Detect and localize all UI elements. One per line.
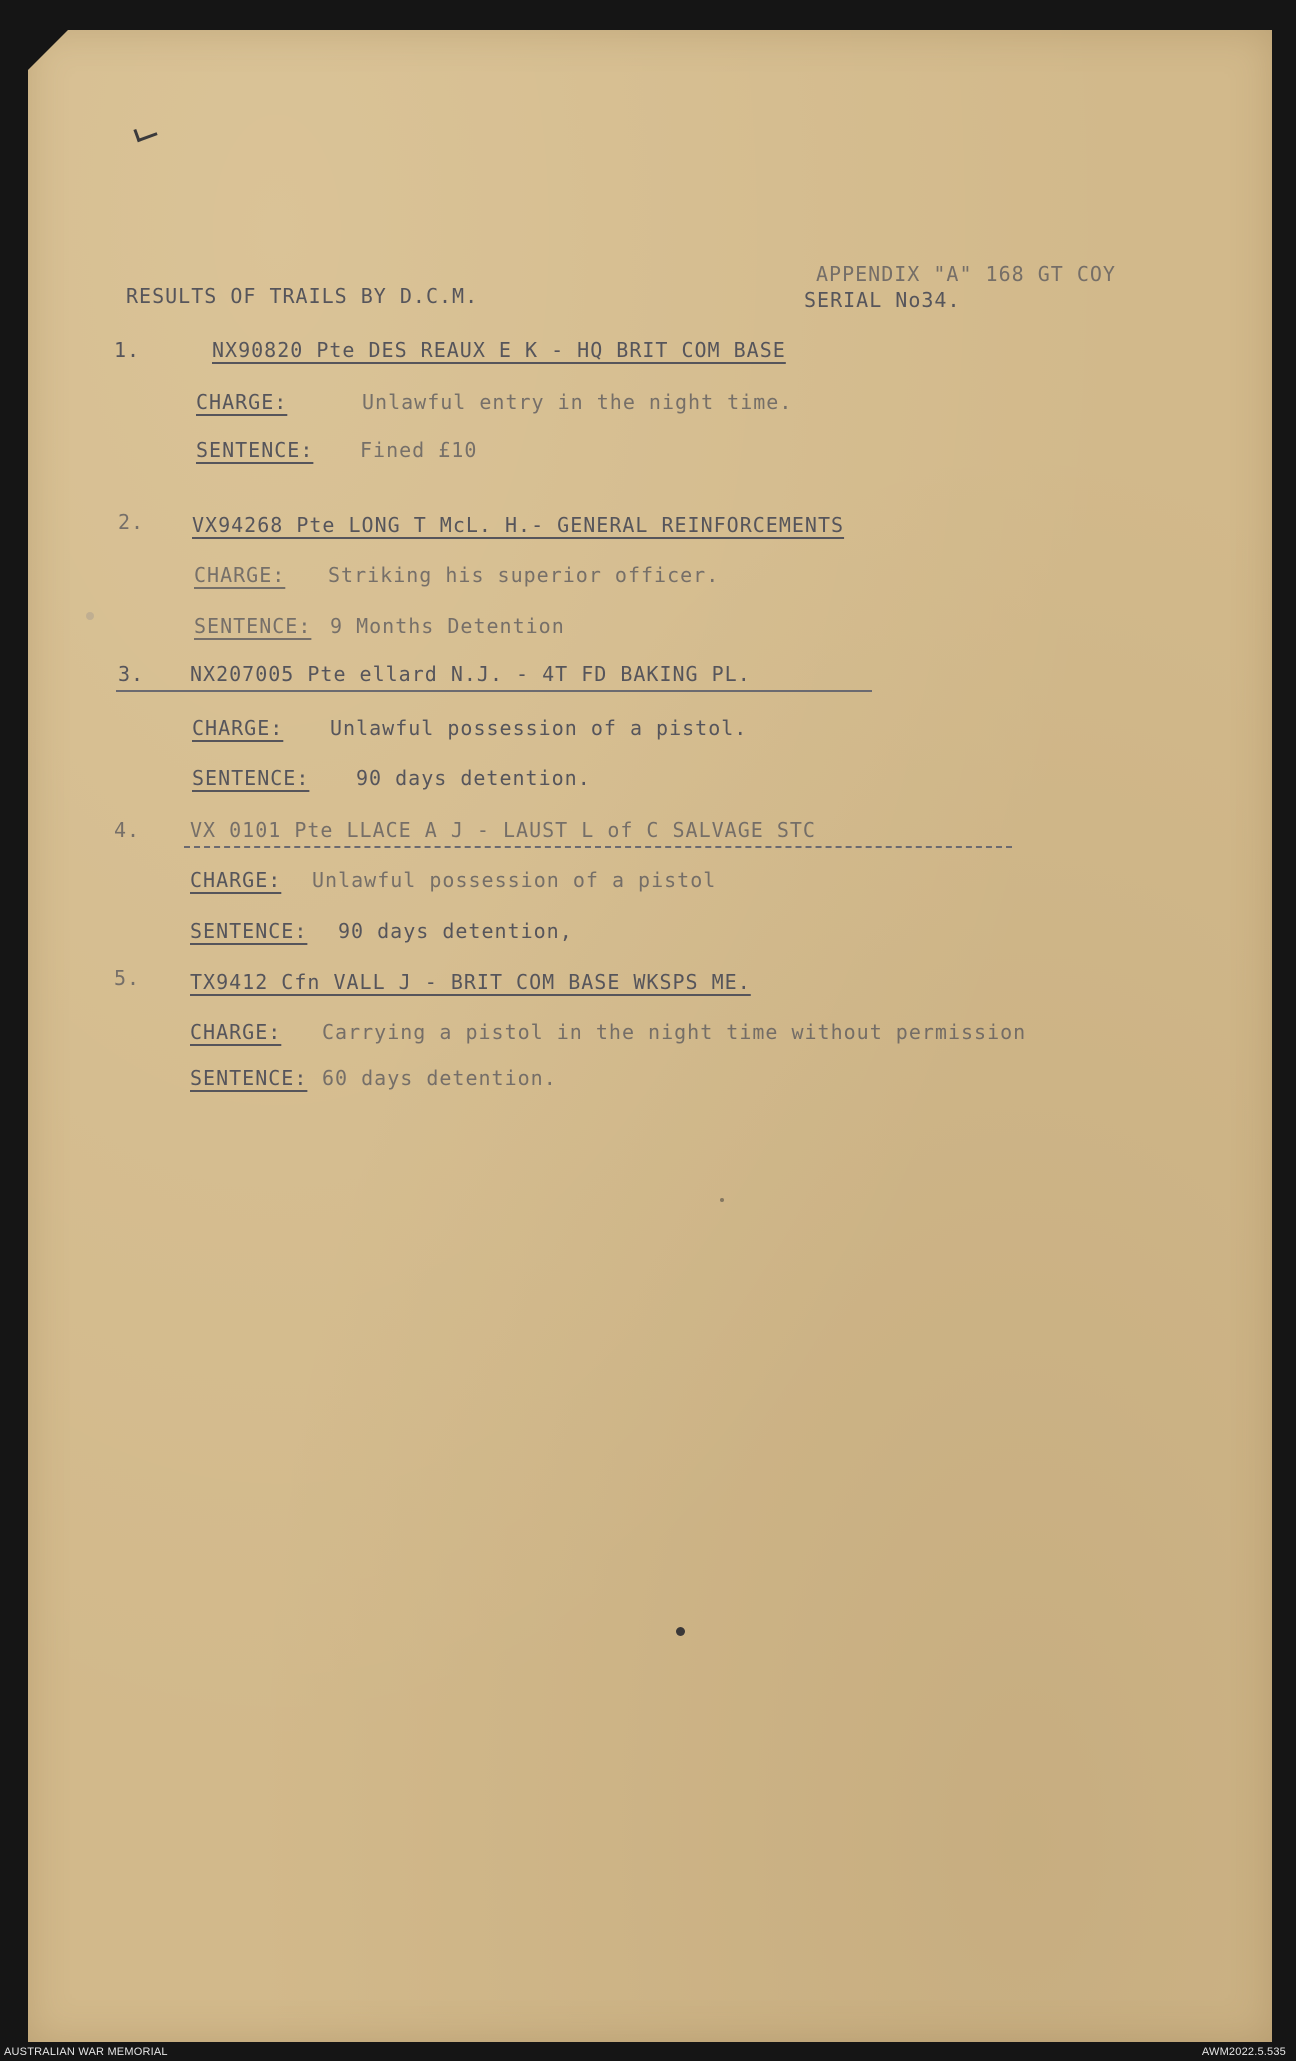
entry-3-number: 3. (118, 662, 145, 686)
entry-2-charge: Striking his superior officer. (328, 563, 720, 587)
entry-5-charge-label: CHARGE: (190, 1020, 282, 1044)
entry-3-charge: Unlawful possession of a pistol. (330, 716, 748, 740)
entry-4-charge-label: CHARGE: (190, 868, 282, 892)
entry-3-charge-label: CHARGE: (192, 716, 284, 740)
serial-number: SERIAL No34. (804, 288, 961, 312)
entry-2-number: 2. (118, 510, 145, 534)
entry-4-header: VX 0101 Pte LLACE A J - LAUST L of C SALVAGE STC (190, 818, 816, 842)
entry-5-charge: Carrying a pistol in the night time without permission (322, 1020, 1027, 1044)
entry-1-header: NX90820 Pte DES REAUX E K - HQ BRIT COM BASE (212, 338, 786, 362)
appendix-label: APPENDIX "A" 168 GT COY (816, 262, 1116, 286)
entry-4-sentence-label: SENTENCE: (190, 919, 308, 943)
entry-1-charge-label: CHARGE: (196, 390, 288, 414)
document-title: RESULTS OF TRAILS BY D.C.M. (126, 284, 479, 308)
entry-2-sentence-label: SENTENCE: (194, 614, 312, 638)
entry-3-sentence-label: SENTENCE: (192, 766, 310, 790)
entry-4-charge: Unlawful possession of a pistol (312, 868, 717, 892)
footer-source: AUSTRALIAN WAR MEMORIAL (4, 2046, 168, 2058)
entry-1-sentence-label: SENTENCE: (196, 438, 314, 462)
ink-speck (720, 1198, 724, 1202)
entry-3-sentence: 90 days detention. (356, 766, 591, 790)
entry-3-underline (116, 690, 872, 692)
entry-4-number: 4. (114, 818, 141, 842)
entry-5-sentence-label: SENTENCE: (190, 1066, 308, 1090)
entry-2-header: VX94268 Pte LONG T McL. H.- GENERAL REINFORCEMENTS (192, 513, 845, 537)
entry-2-sentence: 9 Months Detention (330, 614, 565, 638)
entry-3-header: NX207005 Pte ellard N.J. - 4T FD BAKING PL. (190, 662, 751, 686)
entry-2-charge-label: CHARGE: (194, 563, 286, 587)
entry-5-sentence: 60 days detention. (322, 1066, 557, 1090)
entry-5-header: TX9412 Cfn VALL J - BRIT COM BASE WKSPS ME. (190, 970, 751, 994)
entry-4-underline (184, 846, 1012, 848)
entry-4-sentence: 90 days detention, (338, 919, 573, 943)
entry-1-sentence: Fined £10 (360, 438, 478, 462)
entry-1-charge: Unlawful entry in the night time. (362, 390, 793, 414)
entry-5-number: 5. (114, 966, 141, 990)
ink-speck (86, 612, 94, 620)
ink-speck (676, 1627, 685, 1636)
footer-reference: AWM2022.5.535 (1201, 2046, 1286, 2058)
entry-1-number: 1. (114, 338, 141, 362)
